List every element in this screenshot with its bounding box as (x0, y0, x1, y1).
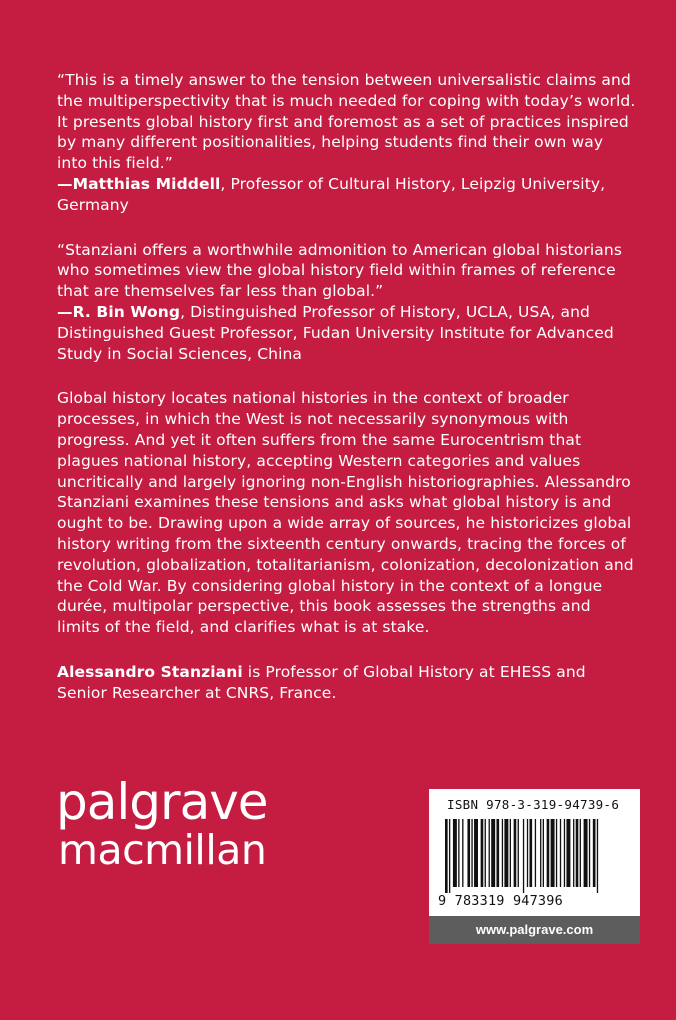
barcode-bar (593, 819, 596, 887)
barcode-bar (496, 819, 499, 887)
barcode-bar (481, 819, 484, 887)
barcode-bar (597, 819, 598, 893)
barcode-bar (467, 819, 470, 887)
publisher-logo (56, 773, 268, 874)
back-cover-text (57, 70, 637, 728)
quote-affiliation: , Professor of Cultural History, Leipzig University, Germany (57, 174, 606, 214)
barcode-digits: 9 783319 947396 (438, 893, 563, 909)
barcode-bar (535, 819, 536, 887)
barcode-panel (429, 789, 640, 944)
barcode-bar (518, 819, 519, 887)
quote-author: —R. Bin Wong (57, 302, 181, 321)
barcode-bar (580, 819, 581, 887)
barcode-bar (547, 819, 550, 887)
barcode-bar (556, 819, 557, 887)
publisher-url: www.palgrave.com (429, 916, 640, 944)
barcode-bar (453, 819, 457, 887)
barcode-bar (560, 819, 561, 887)
quote-2 (57, 240, 637, 365)
barcode-bar (449, 819, 450, 893)
barcode-bar (489, 819, 490, 887)
book-description: Global history locates national histories in the context of broader processes, in which the West is not necessarily synonymous with progress. And yet it often suffers from the same Eurocentrism that plagues national history, accepting Western categories and values uncritically and largely ignoring non-English historiographies. Alessandro Stanziani examines these tensions and asks what global history is and ought to be. Drawing upon a wide array of sources, he historicizes global history writing from the sixteenth century onwards, tracing the forces of revolution, globalization, totalitarianism, colonization, decolonization and the Cold War. By considering global history in the context of a longue durée, multipolar perspective, this book assesses the strengths and limits of the field, and clarifies what is at stake. (57, 389, 634, 637)
barcode-bar (462, 819, 463, 887)
barcode-bar (474, 819, 478, 887)
quote-author: —Matthias Middell (57, 174, 221, 193)
barcode-bar (502, 819, 503, 887)
quote-text: “This is a timely answer to the tension between universalistic claims and the multiperspectivity that is much needed for coping with today’s world. It presents global history first and foremost as a set of practices inspired by many different positionalities, helping students find their own way into this field.” (57, 71, 636, 173)
quote-text: “Stanziani offers a worthwhile admonition to American global historians who sometimes view the global history field within frames of reference that are themselves far less than global.” (57, 240, 622, 301)
author-name: Alessandro Stanziani (57, 662, 243, 681)
barcode-bar (589, 819, 590, 887)
quote-1 (57, 70, 637, 216)
barcode-bars (445, 819, 627, 893)
logo-line-macmillan: macmillan (58, 826, 267, 874)
barcode-bar (551, 819, 555, 887)
barcode-bar (514, 819, 517, 887)
author-bio (57, 662, 637, 704)
barcode-bar (584, 819, 588, 887)
quote-attribution (57, 302, 637, 364)
barcode-bar (564, 819, 565, 887)
author-bio-text: is Professor of Global History at EHESS and Senior Researcher at CNRS, France. (57, 662, 586, 702)
barcode-bar (523, 819, 524, 893)
barcode-label (429, 789, 640, 916)
barcode-bar (510, 819, 511, 887)
barcode-bar (491, 819, 495, 887)
isbn-text: ISBN 978-3-319-94739-6 (447, 797, 620, 812)
barcode-bar (527, 819, 528, 887)
barcode-bar (529, 819, 532, 887)
barcode-bar (471, 819, 472, 887)
barcode-bar (576, 819, 579, 887)
barcode-bar (485, 819, 486, 887)
quote-affiliation: , Distinguished Professor of History, UCLA, USA, and Distinguished Guest Professor, Fudan University Institute for Advanced Study in Social Sciences, China (57, 302, 614, 363)
barcode-bar (573, 819, 574, 887)
logo-line-palgrave: palgrave (56, 773, 268, 831)
barcode-bar (566, 819, 570, 887)
barcode-bar (543, 819, 544, 887)
barcode-bar (458, 819, 459, 887)
barcode-bar (445, 819, 448, 893)
barcode-bar (504, 819, 508, 887)
quote-attribution (57, 174, 637, 216)
barcode-bar (540, 819, 541, 887)
